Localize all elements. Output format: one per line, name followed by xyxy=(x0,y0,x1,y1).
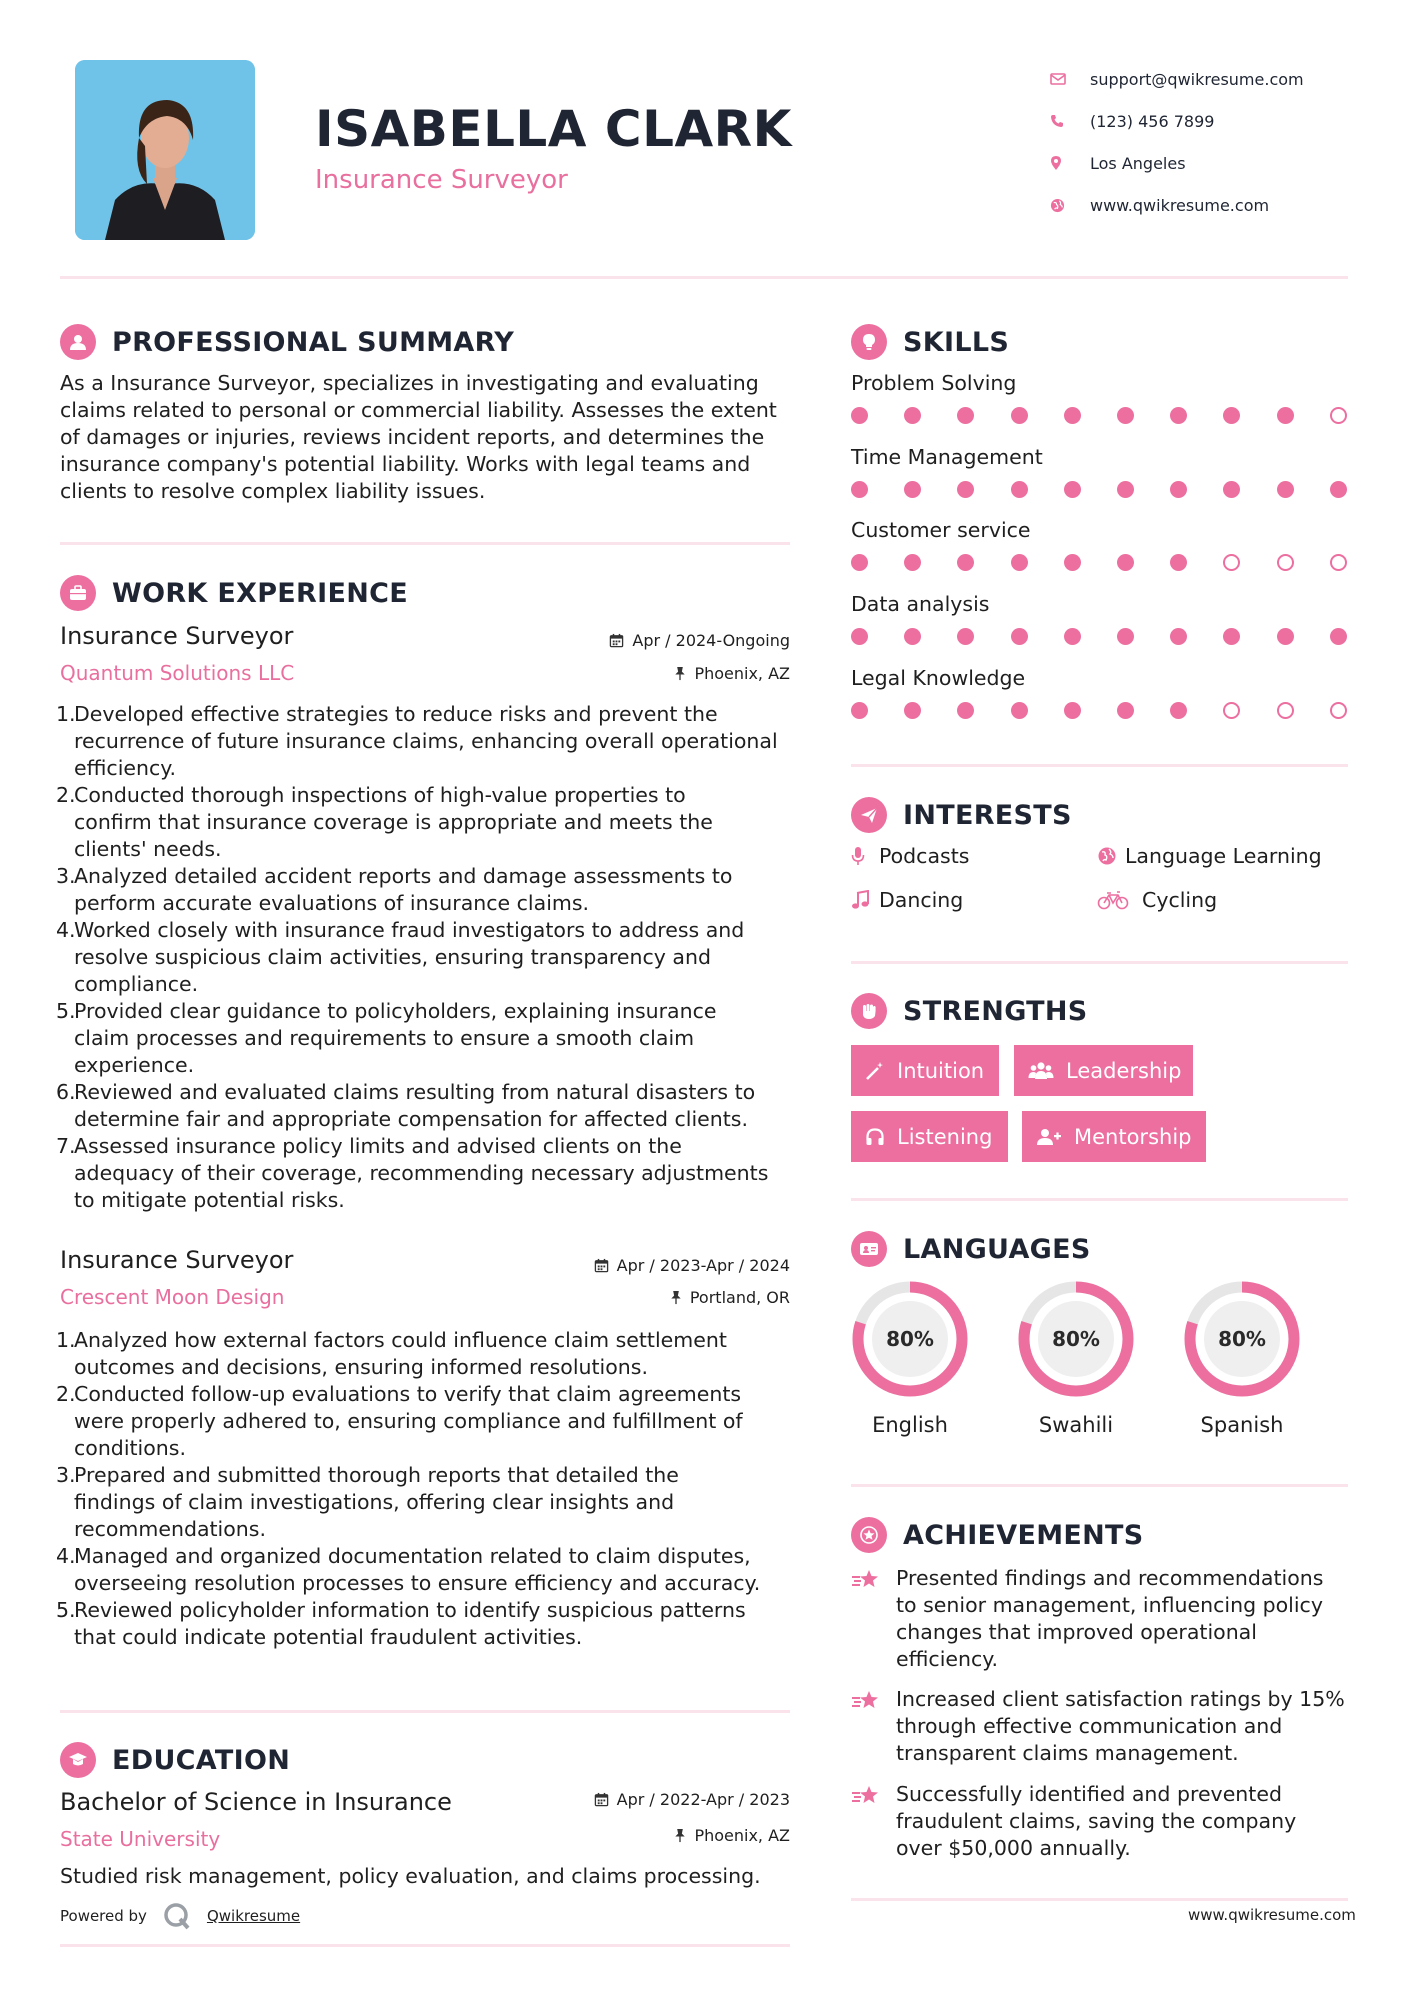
language-percent: 80% xyxy=(1052,1327,1100,1351)
rating-dot-empty xyxy=(1223,554,1240,571)
language-name: Spanish xyxy=(1200,1413,1284,1437)
interests-heading xyxy=(851,797,1072,833)
phone-icon xyxy=(1050,114,1090,128)
rating-dot-filled xyxy=(1011,628,1028,645)
language-name: English xyxy=(872,1413,948,1437)
envelope-icon xyxy=(1050,73,1090,85)
job-2-company: Crescent Moon Design xyxy=(60,1285,285,1309)
contact-website-text: www.qwikresume.com xyxy=(1090,195,1270,215)
languages-heading-text: LANGUAGES xyxy=(903,1233,1091,1265)
shooting-star-icon xyxy=(851,1686,896,1767)
summary-heading xyxy=(60,324,514,360)
skill-rating xyxy=(851,628,1351,648)
languages-divider xyxy=(851,1484,1348,1487)
shooting-star-icon xyxy=(851,1781,896,1862)
rating-dot-filled xyxy=(1277,481,1294,498)
rating-dot-filled xyxy=(957,554,974,571)
calendar-icon xyxy=(594,1792,609,1807)
calendar-icon xyxy=(609,633,624,648)
graduation-icon xyxy=(60,1742,96,1778)
strength-chip-leadership xyxy=(1014,1045,1193,1096)
interest-label: Language Learning xyxy=(1125,844,1322,868)
footer-website-link[interactable]: www.qwikresume.com xyxy=(1188,1906,1356,1924)
rating-dot-filled xyxy=(1011,702,1028,719)
job-2-dates-text: Apr / 2023-Apr / 2024 xyxy=(616,1256,790,1275)
rating-dot-filled xyxy=(904,628,921,645)
education-location-text: Phoenix, AZ xyxy=(694,1826,790,1845)
powered-by xyxy=(60,1902,300,1930)
contact-location-text: Los Angeles xyxy=(1090,153,1186,173)
rating-dot-filled xyxy=(1064,481,1081,498)
rating-dot-empty xyxy=(1277,554,1294,571)
pushpin-icon xyxy=(670,1290,682,1305)
list-item: 6. Reviewed and evaluated claims resulting from natural disasters to determine fair and appropriate compensation for affected clients. xyxy=(56,1080,756,1131)
rating-dot-filled xyxy=(1117,554,1134,571)
list-item: 7. Assessed insurance policy limits and advised clients on the adequacy of their coverage, recommending necessary adjustments to mitigate potential risks. xyxy=(56,1134,769,1212)
profile-photo xyxy=(75,60,255,240)
strengths-heading-text: STRENGTHS xyxy=(903,995,1088,1027)
contact-phone[interactable] xyxy=(1050,100,1370,142)
interest-language-learning xyxy=(1097,844,1322,868)
music-note-icon xyxy=(851,890,879,910)
contact-list xyxy=(1050,58,1370,226)
experience-heading xyxy=(60,575,408,611)
rating-dot-empty xyxy=(1223,702,1240,719)
education-dates-text: Apr / 2022-Apr / 2023 xyxy=(616,1790,790,1809)
skills-heading-text: SKILLS xyxy=(903,326,1010,358)
contact-email[interactable] xyxy=(1050,58,1370,100)
list-item: 5. Provided clear guidance to policyholders, explaining insurance claim processes and requirements to ensure a smooth claim experience. xyxy=(56,999,717,1077)
job-1-company: Quantum Solutions LLC xyxy=(60,661,295,685)
rating-dot-filled xyxy=(851,702,868,719)
briefcase-icon xyxy=(60,575,96,611)
pushpin-icon xyxy=(674,666,686,681)
achievements-heading-text: ACHIEVEMENTS xyxy=(903,1519,1144,1551)
star-badge-icon xyxy=(851,1517,887,1553)
powered-by-label: Powered by xyxy=(60,1907,147,1925)
rating-dot-filled xyxy=(1223,628,1240,645)
interest-dancing xyxy=(851,888,963,912)
rating-dot-filled xyxy=(1330,481,1347,498)
language-percent: 80% xyxy=(1218,1327,1266,1351)
rating-dot-filled xyxy=(1011,554,1028,571)
skill-name: Customer service xyxy=(851,518,1031,542)
job-1-title: Insurance Surveyor xyxy=(60,622,294,650)
rating-dot-filled xyxy=(1277,628,1294,645)
achievement-item: Increased client satisfaction ratings by 15% through effective communication and transparent claims management. xyxy=(851,1686,1371,1767)
interest-label: Dancing xyxy=(879,888,964,912)
job-1-dates-text: Apr / 2024-Ongoing xyxy=(632,631,790,650)
job-2-title: Insurance Surveyor xyxy=(60,1246,294,1274)
list-item: 5. Reviewed policyholder information to identify suspicious patterns that could indicate potential fraudulent activities. xyxy=(56,1598,746,1649)
summary-divider xyxy=(60,542,790,545)
language-percent: 80% xyxy=(886,1327,934,1351)
rating-dot-filled xyxy=(1170,554,1187,571)
strength-chip-mentorship xyxy=(1022,1111,1206,1162)
rating-dot-filled xyxy=(851,554,868,571)
candidate-title: Insurance Surveyor xyxy=(315,165,568,195)
rating-dot-filled xyxy=(1223,407,1240,424)
id-card-icon xyxy=(851,1231,887,1267)
user-icon xyxy=(60,324,96,360)
rating-dot-filled xyxy=(1117,407,1134,424)
rating-dot-filled xyxy=(1170,702,1187,719)
rating-dot-filled xyxy=(1117,702,1134,719)
paper-plane-icon xyxy=(851,797,887,833)
rating-dot-filled xyxy=(1170,407,1187,424)
rating-dot-filled xyxy=(1064,407,1081,424)
globe-icon xyxy=(1050,198,1090,213)
rating-dot-filled xyxy=(957,628,974,645)
rating-dot-filled xyxy=(957,481,974,498)
rating-dot-filled xyxy=(1064,628,1081,645)
experience-divider xyxy=(60,1710,790,1713)
skill-rating xyxy=(851,481,1351,501)
rating-dot-filled xyxy=(904,407,921,424)
rating-dot-empty xyxy=(1330,407,1347,424)
lightbulb-icon xyxy=(851,324,887,360)
education-location xyxy=(490,1826,790,1845)
bicycle-icon xyxy=(1097,890,1142,910)
calendar-icon xyxy=(594,1258,609,1273)
list-item: 3. Prepared and submitted thorough reports that detailed the findings of claim investigations, offering clear insights and recommendations. xyxy=(56,1463,679,1541)
candidate-name: ISABELLA CLARK xyxy=(315,100,792,158)
language-progress-ring xyxy=(848,1277,972,1401)
interests-divider xyxy=(851,961,1348,964)
rating-dot-filled xyxy=(1011,481,1028,498)
user-plus-icon xyxy=(1036,1127,1062,1147)
fist-icon xyxy=(851,993,887,1029)
language-item xyxy=(1011,1277,1141,1437)
summary-text: As a Insurance Surveyor, specializes in investigating and evaluating claims related to personal or commercial liability. Assesses the extent of damages or injuries, reviews incident reports, and determines the insurance company's potential liability. Works with legal teams and clients to resolve complex liability issues. xyxy=(60,371,777,503)
education-school: State University xyxy=(60,1827,221,1851)
skill-name: Legal Knowledge xyxy=(851,666,1026,690)
map-pin-icon xyxy=(1050,155,1090,171)
magic-wand-icon xyxy=(865,1061,885,1081)
skill-name: Time Management xyxy=(851,445,1043,469)
rating-dot-filled xyxy=(1064,554,1081,571)
education-degree: Bachelor of Science in Insurance xyxy=(60,1788,452,1816)
rating-dot-filled xyxy=(1223,481,1240,498)
rating-dot-filled xyxy=(957,702,974,719)
job-1-bullets xyxy=(56,701,796,1214)
list-item: 2. Conducted thorough inspections of high-value properties to confirm that insurance coverage is appropriate and meets the clients' needs. xyxy=(56,783,713,861)
achievement-item: Successfully identified and prevented fraudulent claims, saving the company over $50,000 annually. xyxy=(851,1781,1371,1862)
skill-name: Problem Solving xyxy=(851,371,1017,395)
skill-name: Data analysis xyxy=(851,592,990,616)
strengths-divider xyxy=(851,1198,1348,1201)
achievement-item: Presented findings and recommendations to senior management, influencing policy changes that improved operational efficiency. xyxy=(851,1565,1371,1673)
skill-rating xyxy=(851,407,1351,427)
interest-podcasts xyxy=(851,844,969,868)
rating-dot-filled xyxy=(904,554,921,571)
language-progress-ring xyxy=(1180,1277,1304,1401)
summary-heading-text: PROFESSIONAL SUMMARY xyxy=(112,326,515,358)
languages-heading xyxy=(851,1231,1091,1267)
education-heading xyxy=(60,1742,290,1778)
list-item: 4. Managed and organized documentation related to claim disputes, overseeing resolution processes to ensure efficiency and accuracy. xyxy=(56,1544,761,1595)
skills-heading xyxy=(851,324,1009,360)
list-item: 3. Analyzed detailed accident reports and damage assessments to perform accurate evaluations of insurance claims. xyxy=(56,864,733,915)
list-item: 4. Worked closely with insurance fraud investigators to address and resolve suspicious claim activities, ensuring transparency and compliance. xyxy=(56,918,745,996)
rating-dot-filled xyxy=(1170,481,1187,498)
rating-dot-filled xyxy=(851,481,868,498)
education-divider xyxy=(60,1944,790,1947)
pushpin-icon xyxy=(674,1828,686,1843)
language-progress-ring xyxy=(1014,1277,1138,1401)
rating-dot-filled xyxy=(1064,702,1081,719)
job-2-dates xyxy=(490,1256,790,1275)
strength-chip-intuition xyxy=(851,1045,999,1096)
strength-label: Listening xyxy=(897,1124,993,1149)
strength-label: Leadership xyxy=(1066,1058,1182,1083)
rating-dot-empty xyxy=(1330,554,1347,571)
users-icon xyxy=(1028,1061,1054,1081)
strength-label: Intuition xyxy=(897,1058,985,1083)
language-name: Swahili xyxy=(1038,1413,1114,1437)
list-item: 1. Analyzed how external factors could influence claim settlement outcomes and decisions, ensuring informed resolutions. xyxy=(56,1328,727,1379)
header-divider xyxy=(60,276,1348,279)
experience-heading-text: WORK EXPERIENCE xyxy=(112,577,408,609)
rating-dot-filled xyxy=(1117,481,1134,498)
rating-dot-filled xyxy=(1330,628,1347,645)
shooting-star-icon xyxy=(851,1565,896,1673)
interests-heading-text: INTERESTS xyxy=(903,799,1072,831)
rating-dot-filled xyxy=(904,481,921,498)
qwikresume-link[interactable]: Qwikresume xyxy=(206,1907,301,1925)
contact-website[interactable] xyxy=(1050,184,1370,226)
job-2-location-text: Portland, OR xyxy=(689,1288,790,1307)
rating-dot-filled xyxy=(1277,407,1294,424)
strength-label: Mentorship xyxy=(1074,1124,1192,1149)
strengths-heading xyxy=(851,993,1088,1029)
interest-label: Cycling xyxy=(1142,888,1218,912)
job-1-dates xyxy=(490,631,790,650)
microphone-icon xyxy=(851,846,879,866)
rating-dot-filled xyxy=(851,628,868,645)
education-description: Studied risk management, policy evaluation, and claims processing. xyxy=(60,1864,761,1888)
globe-icon xyxy=(1097,846,1125,866)
job-1-location-text: Phoenix, AZ xyxy=(694,664,790,683)
education-heading-text: EDUCATION xyxy=(112,1744,291,1776)
contact-phone-text: (123) 456 7899 xyxy=(1090,111,1215,131)
job-2-bullets xyxy=(56,1327,796,1651)
job-2-location xyxy=(490,1288,790,1307)
headphones-icon xyxy=(865,1127,885,1147)
rating-dot-filled xyxy=(1170,628,1187,645)
language-item xyxy=(845,1277,975,1437)
skills-divider xyxy=(851,764,1348,767)
strength-chip-listening xyxy=(851,1111,1008,1162)
rating-dot-empty xyxy=(1330,702,1347,719)
achievements-divider xyxy=(851,1898,1348,1901)
job-1-location xyxy=(490,664,790,683)
rating-dot-filled xyxy=(1011,407,1028,424)
rating-dot-filled xyxy=(1117,628,1134,645)
interest-cycling xyxy=(1097,888,1217,912)
rating-dot-filled xyxy=(904,702,921,719)
contact-location xyxy=(1050,142,1370,184)
rating-dot-filled xyxy=(851,407,868,424)
list-item: 2. Conducted follow-up evaluations to verify that claim agreements were properly adhered to, ensuring compliance and fulfillment of conditions. xyxy=(56,1382,743,1460)
achievements-heading xyxy=(851,1517,1144,1553)
education-dates xyxy=(490,1790,790,1809)
rating-dot-filled xyxy=(957,407,974,424)
language-item xyxy=(1177,1277,1307,1437)
rating-dot-empty xyxy=(1277,702,1294,719)
skill-rating xyxy=(851,554,1351,574)
interest-label: Podcasts xyxy=(879,844,970,868)
skill-rating xyxy=(851,702,1351,722)
qwikresume-logo-icon xyxy=(163,1902,191,1930)
list-item: 1. Developed effective strategies to reduce risks and prevent the recurrence of future insurance claims, enhancing overall operational efficiency. xyxy=(56,702,778,780)
contact-email-text: support@qwikresume.com xyxy=(1090,69,1304,89)
